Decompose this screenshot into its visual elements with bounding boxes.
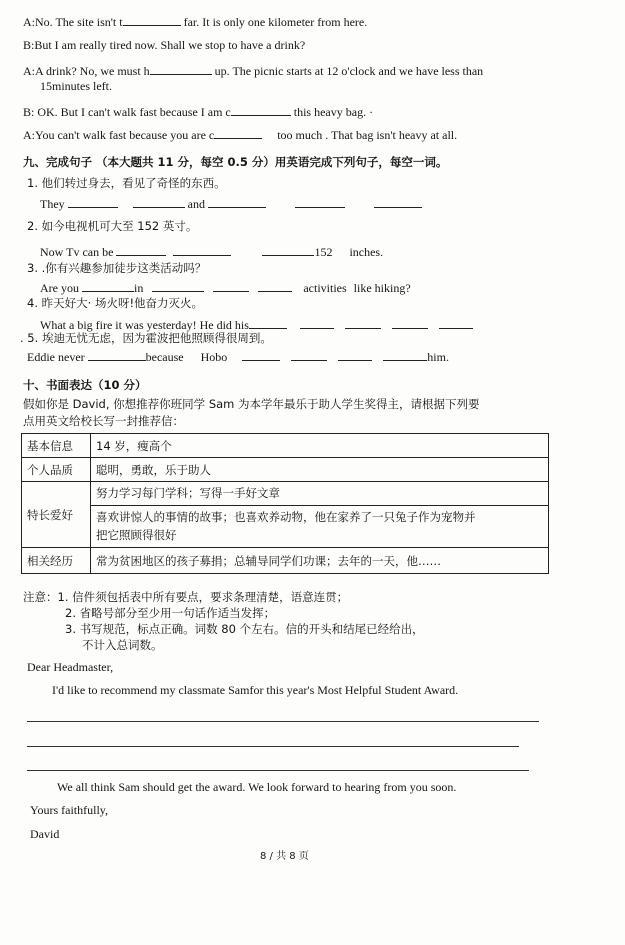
item-3-text-a: Are you [40,281,79,295]
dialogue-line-5-start: A:You can't walk fast because you are c [23,128,215,142]
table-key: 基本信息 [22,434,91,458]
answer-blank[interactable] [213,280,249,292]
answer-blank[interactable] [242,349,280,361]
answer-blank[interactable] [150,63,212,75]
dialogue-line-5-end: too much . That bag isn't heavy at all. [277,128,458,142]
item-3-english [40,280,411,296]
table-row [22,434,549,458]
section-9-title: 九、完成句子 （本大题共 11 分，每空 0.5 分）用英语完成下列句子，每空一词。 [23,155,448,169]
answer-blank[interactable] [262,244,314,256]
answer-blank[interactable] [152,280,204,292]
answer-blank[interactable] [392,317,428,329]
writing-prompt-line-1: 假如你是 David, 你想推荐你班同学 Sam 为本学年最乐于助人学生奖得主，请根据下列要 [23,397,480,411]
table-value: 把它照顾得很好 [96,528,177,542]
table-row [22,548,549,574]
letter-signature: David [30,827,60,841]
item-1-chinese: 1. 他们转过身去，看见了奇怪的东西。 [27,176,226,190]
item-3-text-d: like hiking? [353,281,411,295]
item-2-text-b: 152 [314,245,333,259]
dialogue-line-3-start: A:A drink? No, we must h [23,64,150,78]
table-value: 喜欢讲惊人的事情的故事；也喜欢养动物，他在家养了一只兔子作为宠物并 [96,510,476,524]
writing-line[interactable] [27,746,519,747]
answer-blank[interactable] [214,127,262,139]
page-number: 8 / 共 8 页 [260,851,309,862]
item-4-chinese: 4. 昨天好大· 场火呀!他奋力灭火。 [27,296,204,310]
item-3-text-c: activities [303,281,347,295]
answer-blank[interactable] [133,196,185,208]
item-5-text-d: him. [427,350,449,364]
dialogue-line-4-start: B: OK. But I can't walk fast because I am c [23,105,231,119]
table-key: 个人品质 [22,458,91,482]
answer-blank[interactable] [249,317,287,329]
dialogue-line-3-end: up. The picnic starts at 12 o'clock and we have less than [214,64,484,78]
item-3-chinese: 3. .你有兴趣参加徒步这类活动吗？ [27,261,207,275]
item-2-text-c: inches. [349,245,384,259]
table-row [22,458,549,482]
dialogue-line-4-end: this heavy bag. · [293,105,374,119]
table-key: 特长爱好 [22,482,91,548]
answer-blank[interactable] [295,196,345,208]
dialogue-line-1-start: A:No. The site isn't t [23,15,123,29]
answer-blank[interactable] [123,14,181,26]
item-2-chinese: 2. 如今电视机可大至 152 英寸。 [27,219,198,233]
table-value-group [91,482,549,548]
dialogue-line-4 [23,104,373,120]
notes-line-1: 注意：1. 信件须包括表中所有要点，要求条理清楚，语意连贯； [23,590,349,604]
item-2-english [40,244,383,260]
item-1-text-a: They [40,197,65,211]
notes-line-2: 2. 省略号部分至少用一句话作适当发挥； [65,606,276,620]
answer-blank[interactable] [68,196,118,208]
answer-blank[interactable] [116,244,166,256]
answer-blank[interactable] [291,349,327,361]
dialogue-line-3 [23,63,483,79]
table-value: 常为贫困地区的孩子募捐；总辅导同学们功课；去年的一天，他…… [91,548,549,574]
table-value: 聪明，勇敢，乐于助人 [91,458,549,482]
dialogue-line-1 [23,14,367,30]
letter-greeting: Dear Headmaster, [27,660,114,674]
item-5-text-b: because [145,350,184,364]
item-5-text-a: Eddie never [27,350,85,364]
letter-closing: We all think Sam should get the award. We look forward to hearing from you soon. [57,780,457,794]
dialogue-line-2: B:But I am really tired now. Shall we stop to have a drink? [23,38,306,52]
answer-blank[interactable] [231,104,291,116]
section-10-title: 十、书面表达（10 分） [23,378,147,392]
dialogue-line-1-end: far. It is only one kilometer from here. [183,15,368,29]
answer-blank[interactable] [208,196,266,208]
answer-blank[interactable] [173,244,231,256]
answer-blank[interactable] [338,349,372,361]
item-5-english [27,349,449,365]
writing-line[interactable] [27,721,539,722]
answer-blank[interactable] [258,280,292,292]
item-1-text-b: and [187,197,205,211]
item-3-text-b: in [134,281,144,295]
answer-blank[interactable] [374,196,422,208]
letter-signoff: Yours faithfully, [30,803,109,817]
answer-blank[interactable] [88,349,146,361]
answer-blank[interactable] [383,349,427,361]
writing-prompt-line-2: 点用英文给校长写一封推荐信： [23,414,184,428]
info-table [21,433,549,574]
dialogue-line-5 [23,127,457,143]
dialogue-line-3-cont: 15minutes left. [40,79,112,93]
table-value: 努力学习每门学科；写得一手好文章 [91,482,548,506]
item-2-text-a: Now Tv can be [40,245,114,259]
answer-blank[interactable] [300,317,334,329]
table-key: 相关经历 [22,548,91,574]
item-4-text-a: What a big fire it was yesterday! He did his [40,318,249,332]
item-5-text-c: Hobo [200,350,228,364]
notes-line-4: 不计入总词数。 [82,638,163,652]
table-value: 14 岁，瘦高个 [91,434,549,458]
writing-line[interactable] [27,770,529,771]
notes-line-3: 3. 书写规范，标点正确。词数 80 个左右。信的开头和结尾已经给出， [65,622,424,636]
answer-blank[interactable] [82,280,134,292]
table-row [22,482,549,548]
answer-blank[interactable] [345,317,381,329]
item-5-chinese: . 5. 埃迪无忧无虑，因为霍波把他照顾得很周到。 [20,331,272,345]
letter-opening: I'd like to recommend my classmate Samfor this year's Most Helpful Student Award. [52,683,459,697]
item-1-english [40,196,422,212]
answer-blank[interactable] [439,317,473,329]
